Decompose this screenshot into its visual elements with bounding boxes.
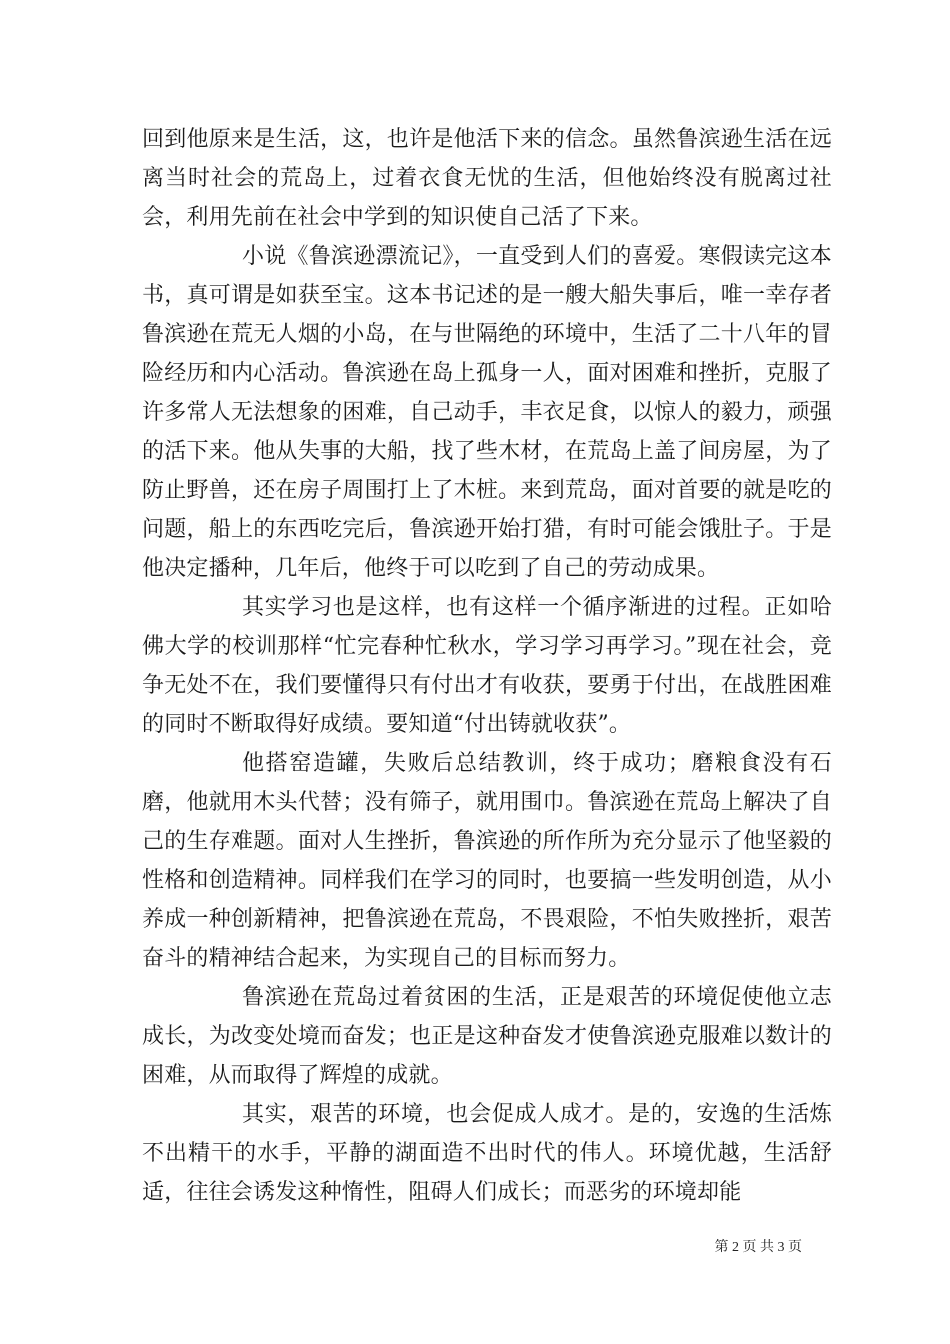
paragraph-2: 小说《鲁滨逊漂流记》，一直受到人们的喜爱。寒假读完这本书，真可谓是如获至宝。这本书记述的是一艘大船失事后，唯一幸存者鲁滨逊在荒无人烟的小岛，在与世隔绝的环境中，生活了二十八年的冒险经历和内心活动。鲁滨逊在岛上孤身一人，面对困难和挫折，克服了许多常人无法想象的困难，自己动手，丰衣足食，以惊人的毅力，顽强的活下来。他从失事的大船，找了些木材，在荒岛上盖了间房屋，为了防止野兽，还在房子周围打上了木桩。来到荒岛，面对首要的就是吃的问题，船上的东西吃完后，鲁滨逊开始打猎，有时可能会饿肚子。于是他决定播种，几年后，他终于可以吃到了自己的劳动成果。	[142, 244, 832, 581]
paragraph-6: 其实，艰苦的环境，也会促成人成才。是的，安逸的生活炼不出精干的水手，平静的湖面造不出时代的伟人。环境优越，生活舒适，往往会诱发这种惰性，阻碍人们成长；而恶劣的环境却能	[142, 1102, 832, 1205]
paragraph-4: 他搭窑造罐，失败后总结教训，终于成功；磨粮食没有石磨，他就用木头代替；没有筛子，就用围巾。鲁滨逊在荒岛上解决了自己的生存难题。面对人生挫折，鲁滨逊的所作所为充分显示了他坚毅的性格和创造精神。同样我们在学习的同时，也要搞一些发明创造，从小养成一种创新精神，把鲁滨逊在荒岛，不畏艰险，不怕失败挫折，艰苦奋斗的精神结合起来，为实现自己的目标而努力。	[142, 751, 832, 971]
paragraph-5: 鲁滨逊在荒岛过着贫困的生活，正是艰苦的环境促使他立志成长，为改变处境而奋发；也正是这种奋发才使鲁滨逊克服难以数计的困难，从而取得了辉煌的成就。	[142, 985, 832, 1088]
paragraph-1: 回到他原来是生活，这，也许是他活下来的信念。虽然鲁滨逊生活在远离当时社会的荒岛上，过着衣食无忧的生活，但他始终没有脱离过社会，利用先前在社会中学到的知识使自己活了下来。	[142, 127, 832, 230]
page-number-footer: 第 2 页 共 3 页	[714, 1240, 802, 1255]
body-text	[142, 120, 832, 1212]
paragraph-3: 其实学习也是这样，也有这样一个循序渐进的过程。正如哈佛大学的校训那样“忙完春种忙秋水，学习学习再学习。”现在社会，竞争无处不在，我们要懂得只有付出才有收获，要勇于付出，在战胜困难的同时不断取得好成绩。要知道“付出铸就收获”。	[142, 595, 832, 737]
